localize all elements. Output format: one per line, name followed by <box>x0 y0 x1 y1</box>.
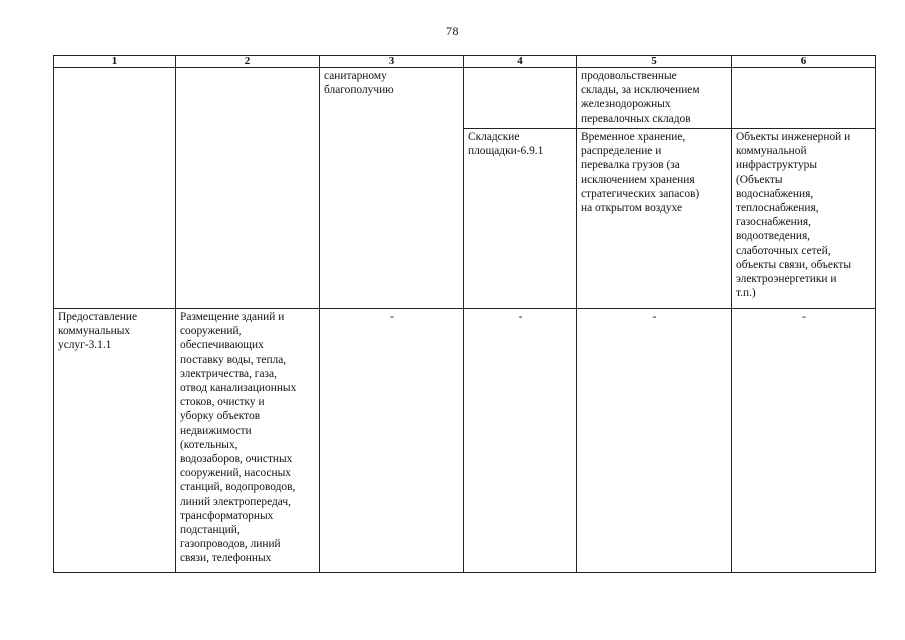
row1-cell-1 <box>54 68 176 309</box>
row2-cell-5: Временное хранение, распределение и перевалка грузов (за исключением хранения стратегических запасов) на открытом воздухе <box>577 129 732 309</box>
row3-cell-3: - <box>320 309 464 573</box>
row3-cell-1: Предоставление коммунальных услуг-3.1.1 <box>54 309 176 573</box>
row1-cell-6 <box>732 68 876 129</box>
row1-cell-3: санитарному благополучию <box>320 68 464 309</box>
header-row <box>54 56 876 68</box>
row2-cell-6: Объекты инженерной и коммунальной инфраструктуры (Объекты водоснабжения, теплоснабжения, газоснабжения, водоотведения, слаботочных сетей, объекты связи, объекты электроэнергетики и т.п.) <box>732 129 876 309</box>
column-header-2: 2 <box>176 56 320 68</box>
row1-cell-2 <box>176 68 320 309</box>
table-row <box>54 68 876 129</box>
row1-cell-4 <box>464 68 577 129</box>
column-header-4: 4 <box>464 56 577 68</box>
row3-cell-6: - <box>732 309 876 573</box>
row3-cell-2: Размещение зданий и сооружений, обеспечивающих поставку воды, тепла, электричества, газа, отвод канализационных стоков, очистку и уборку объектов недвижимости (котельных, водозаборов, очистных сооружений, насосных станций, водопроводов, линий электропередач, трансформаторных подстанций, газопроводов, линий связи, телефонных <box>176 309 320 573</box>
row2-cell-4: Складские площадки-6.9.1 <box>464 129 577 309</box>
regulations-table <box>53 55 876 573</box>
column-header-1: 1 <box>54 56 176 68</box>
column-header-6: 6 <box>732 56 876 68</box>
column-header-3: 3 <box>320 56 464 68</box>
column-header-5: 5 <box>577 56 732 68</box>
row3-cell-5: - <box>577 309 732 573</box>
page-number: 78 <box>446 24 459 38</box>
table-row <box>54 309 876 573</box>
row3-cell-4: - <box>464 309 577 573</box>
row1-cell-5: продовольственные склады, за исключением железнодорожных перевалочных складов <box>577 68 732 129</box>
